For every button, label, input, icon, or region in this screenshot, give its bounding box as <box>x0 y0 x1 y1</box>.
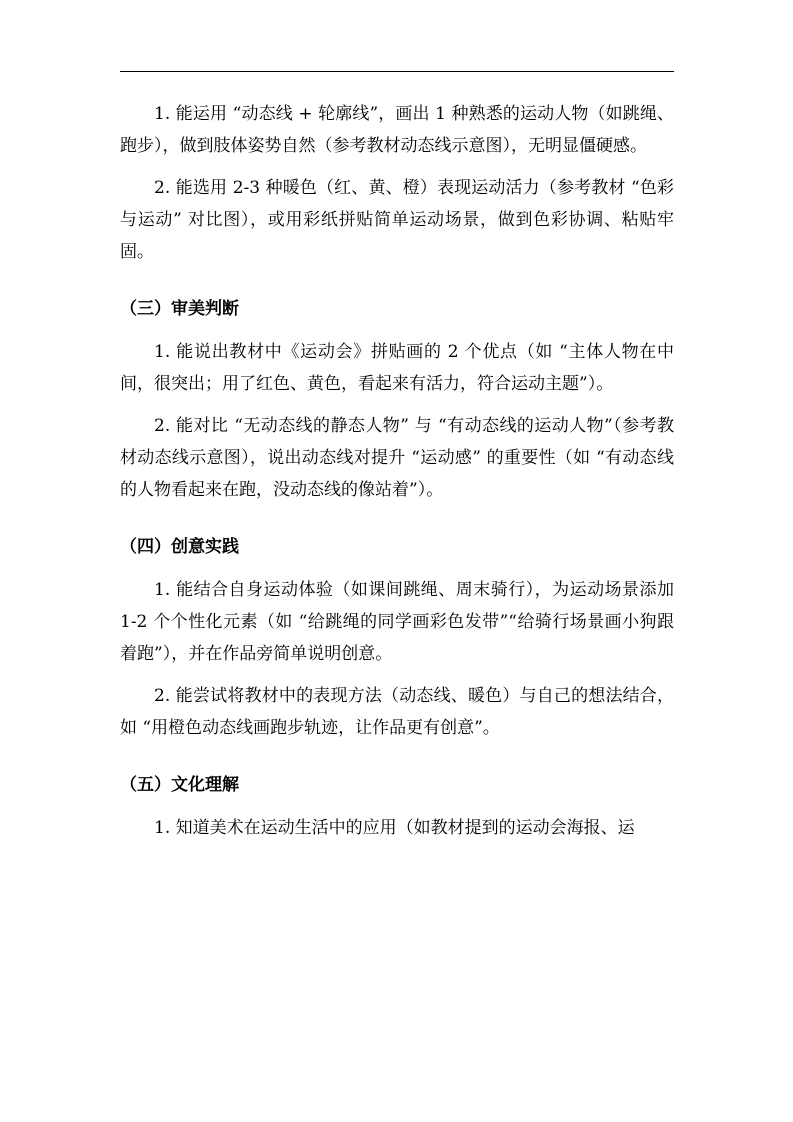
section-heading-aesthetic-judgment: （三）审美判断 <box>120 299 239 319</box>
paragraph-aesthetic-1: 1. 能说出教材中《运动会》拼贴画的 2 个优点（如 “主体人物在中间，很突出；用了红色、黄色，看起来有活力，符合运动主题”）。 <box>120 342 674 394</box>
paragraph-aesthetic-2: 2. 能对比 “无动态线的静态人物” 与 “有动态线的运动人物”（参考教材动态线示意图），说出动态线对提升 “运动感” 的重要性（如 “有动态线的人物看起来在跑，没动态线的像站着”）。 <box>120 416 674 500</box>
paragraph-skill-1: 1. 能运用 “动态线 + 轮廓线”，画出 1 种熟悉的运动人物（如跳绳、跑步），做到肢体姿势自然（参考教材动态线示意图），无明显僵硬感。 <box>120 104 674 156</box>
section-heading-cultural-understanding: （五）文化理解 <box>120 775 239 795</box>
paragraph-creative-1: 1. 能结合自身运动体验（如课间跳绳、周末骑行），为运动场景添加 1-2 个个性化元素（如 “给跳绳的同学画彩色发带”“给骑行场景画小狗跟着跑”），并在作品旁简单说明创意。 <box>120 580 674 664</box>
paragraph-skill-2: 2. 能选用 2-3 种暖色（红、黄、橙）表现运动活力（参考教材 “色彩与运动” 对比图），或用彩纸拼贴简单运动场景，做到色彩协调、粘贴牢固。 <box>120 178 674 262</box>
paragraph-cultural-1: 1. 知道美术在运动生活中的应用（如教材提到的运动会海报、运 <box>154 818 635 838</box>
header-rule <box>120 71 674 72</box>
section-heading-creative-practice: （四）创意实践 <box>120 537 239 557</box>
page-content <box>120 98 674 844</box>
paragraph-creative-2: 2. 能尝试将教材中的表现方法（动态线、暖色）与自己的想法结合，如 “用橙色动态线画跑步轨迹，让作品更有创意”。 <box>120 686 674 738</box>
